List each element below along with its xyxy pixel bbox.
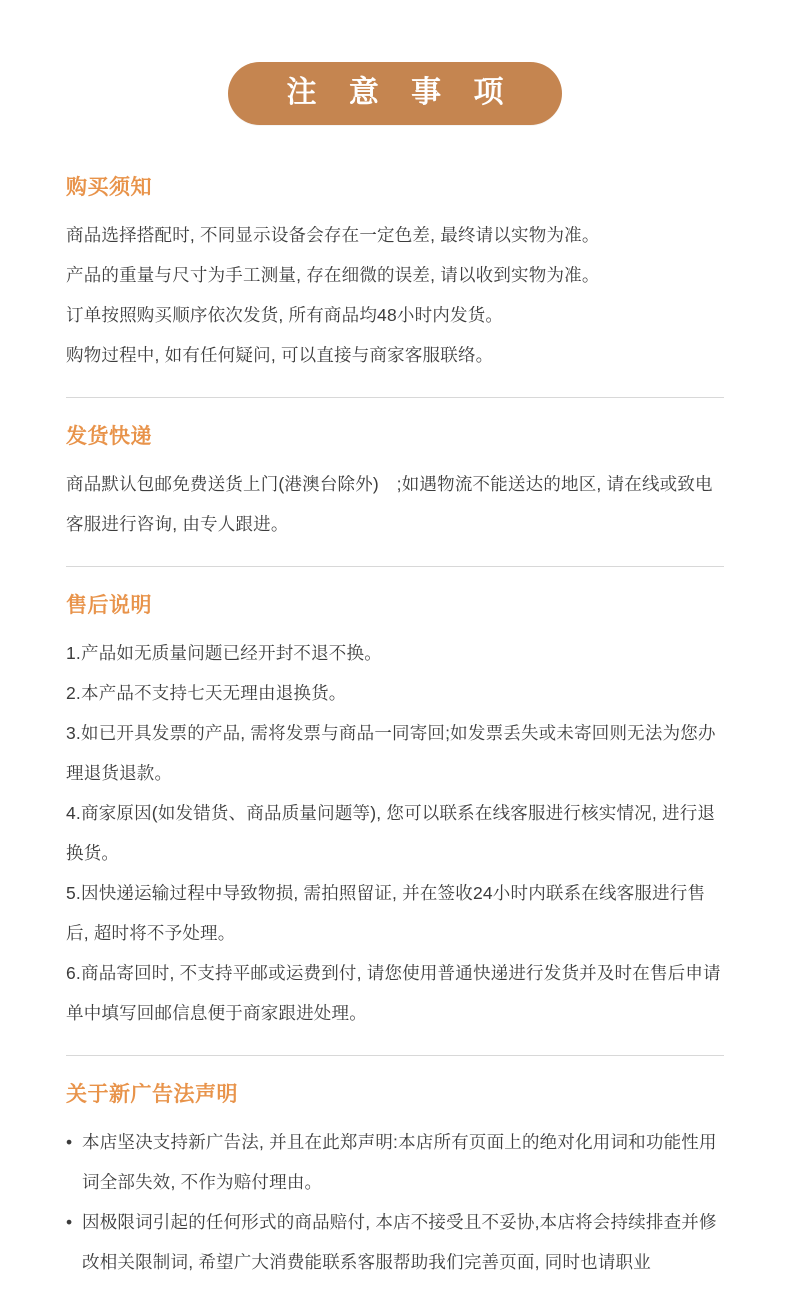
section-divider <box>66 566 724 567</box>
section-advertising-law <box>66 1078 724 1282</box>
section-divider <box>66 397 724 398</box>
section-divider <box>66 1055 724 1056</box>
section-title: 关于新广告法声明 <box>66 1083 238 1106</box>
section-paragraph: 3.如已开具发票的产品, 需将发票与商品一同寄回;如发票丢失或未寄回则无法为您办理退货退款。 <box>66 723 716 783</box>
section-paragraph: 4.商家原因(如发错货、商品质量问题等), 您可以联系在线客服进行核实情况, 进行退换货。 <box>66 803 716 863</box>
section-paragraph: 订单按照购买顺序依次发货, 所有商品均48小时内发货。 <box>66 305 504 325</box>
section-title: 发货快递 <box>66 425 152 448</box>
section-paragraph: 购物过程中, 如有任何疑问, 可以直接与商家客服联络。 <box>66 345 494 365</box>
notice-content <box>0 171 790 1282</box>
section-title: 购买须知 <box>66 176 152 199</box>
section-shipping <box>66 420 724 544</box>
section-paragraph: 6.商品寄回时, 不支持平邮或运费到付, 请您使用普通快递进行发货并及时在售后申请单中填写回邮信息便于商家跟进处理。 <box>66 963 721 1023</box>
section-paragraph: 产品的重量与尺寸为手工测量, 存在细微的误差, 请以收到实物为准。 <box>66 265 600 285</box>
section-bullet: • 因极限词引起的任何形式的商品赔付, 本店不接受且不妥协,本店将会持续排查并修改相关限制词, 希望广大消费能联系客服帮助我们完善页面, 同时也请职业 <box>66 1202 724 1282</box>
section-purchase-notice <box>66 171 724 375</box>
page-title: 注 意 事 项 <box>228 62 561 125</box>
section-paragraph: 5.因快递运输过程中导致物损, 需拍照留证, 并在签收24小时内联系在线客服进行售后, 超时将不予处理。 <box>66 883 706 943</box>
section-bullet: • 本店坚决支持新广告法, 并且在此郑声明:本店所有页面上的绝对化用词和功能性用词全部失效, 不作为赔付理由。 <box>66 1122 724 1202</box>
page-header <box>0 0 790 125</box>
section-title: 售后说明 <box>66 594 152 617</box>
section-paragraph: 1.产品如无质量问题已经开封不退不换。 <box>66 643 382 663</box>
section-paragraph: 商品选择搭配时, 不同显示设备会存在一定色差, 最终请以实物为准。 <box>66 225 600 245</box>
section-paragraph: 2.本产品不支持七天无理由退换货。 <box>66 683 347 703</box>
section-after-sales <box>66 589 724 1033</box>
section-paragraph: 商品默认包邮免费送货上门(港澳台除外) ;如遇物流不能送达的地区, 请在线或致电客服进行咨询, 由专人跟进。 <box>66 474 713 534</box>
